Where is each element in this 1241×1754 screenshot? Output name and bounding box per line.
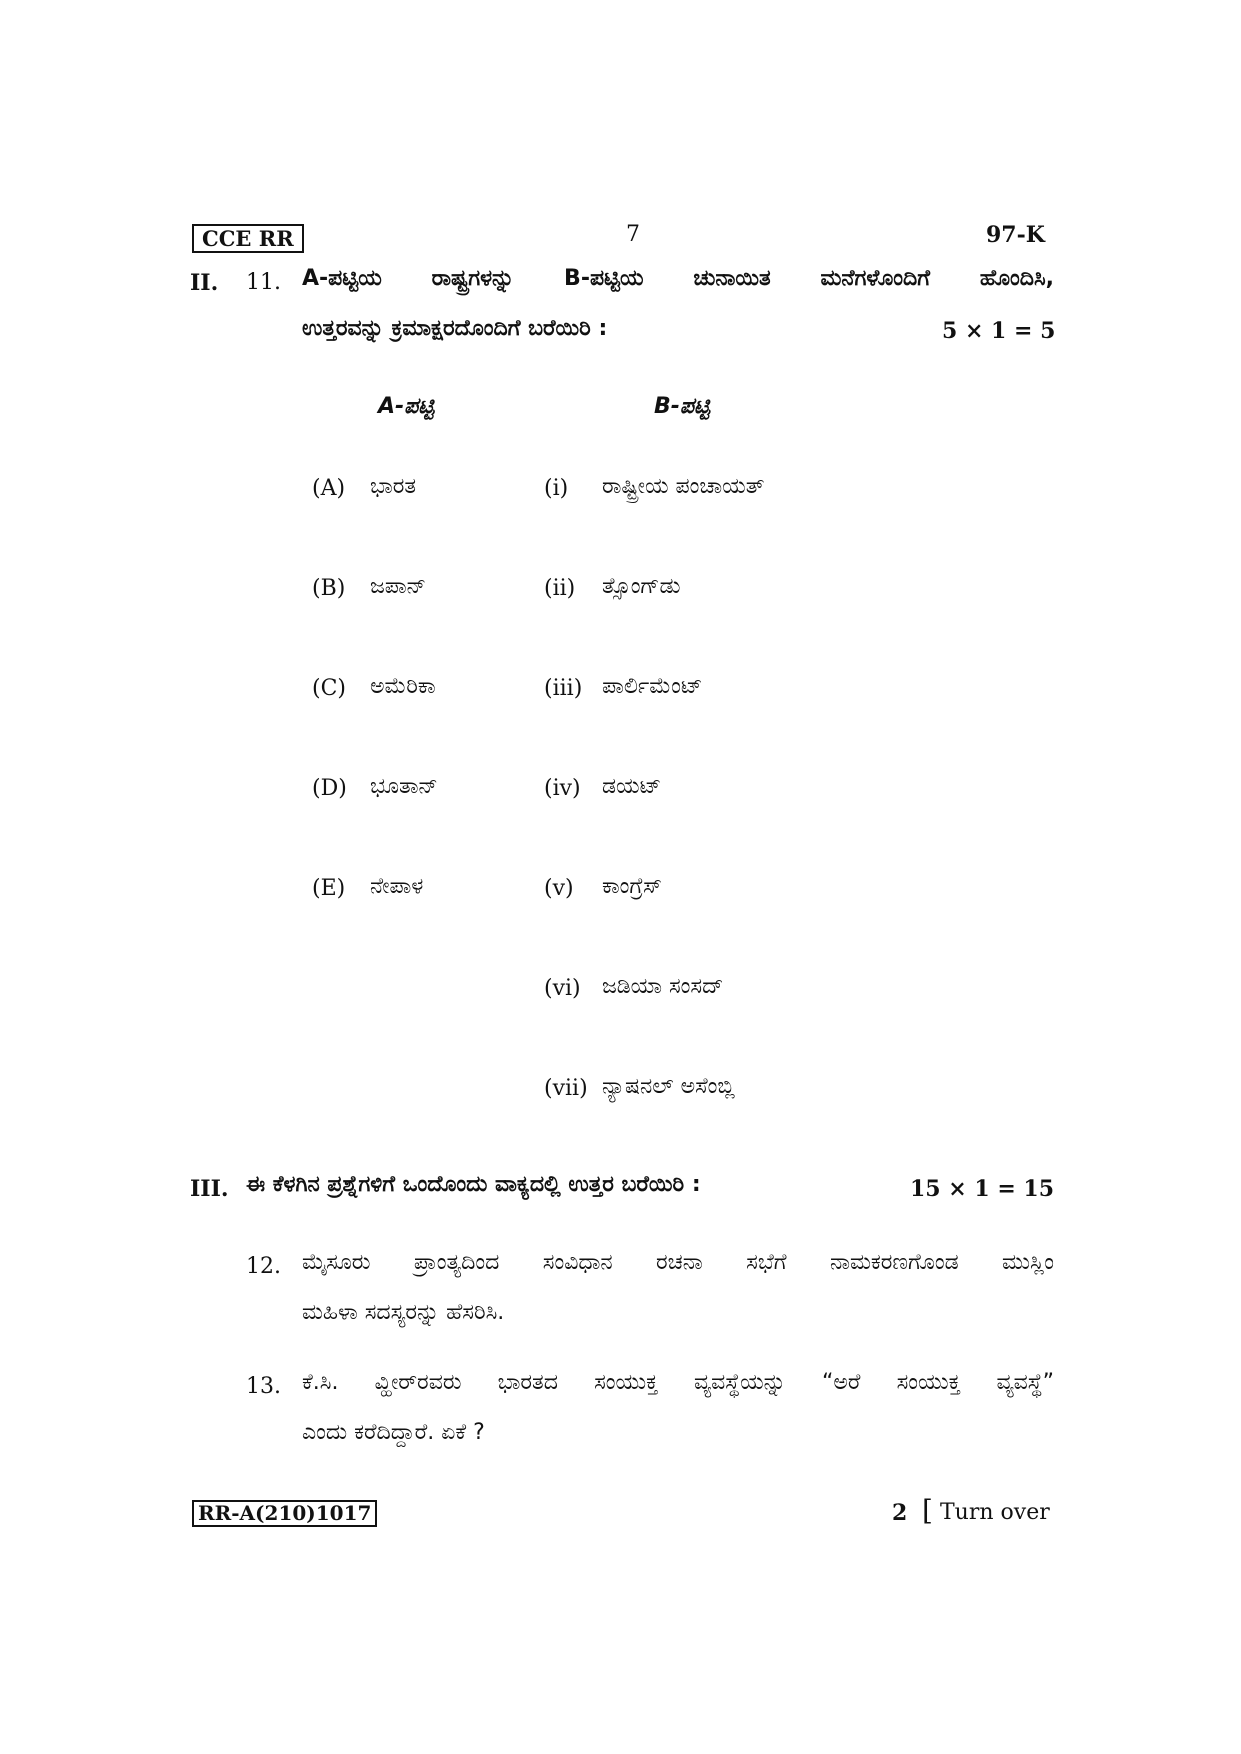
column-b-label: (vii)	[544, 1076, 588, 1101]
question-11-number: 11.	[246, 270, 281, 295]
column-a-item: ಜಪಾನ್	[370, 574, 427, 599]
paper-code-box	[192, 224, 304, 253]
column-b-item: ಪಾರ್ಲಿಮೆಂಟ್	[602, 674, 703, 699]
column-b-label: (v)	[544, 876, 574, 901]
footer-bracket: [	[922, 1494, 933, 1527]
question-12-line1: ಮೈಸೂರು ಪ್ರಾಂತ್ಯದಿಂದ ಸಂವಿಧಾನ ರಚನಾ ಸಭೆಗೆ ನಾಮಕರಣಗೊಂಡ ಮುಸ್ಲಿಂ	[302, 1250, 1054, 1275]
page-number: 7	[626, 222, 640, 247]
question-11-instruction-line1: A-ಪಟ್ಟಿಯ ರಾಷ್ಟ್ರಗಳನ್ನು B-ಪಟ್ಟಿಯ ಚುನಾಯಿತ ಮನೆಗಳೊಂದಿಗೆ ಹೊಂದಿಸಿ,	[302, 266, 1054, 291]
column-a-label: (E)	[312, 876, 346, 901]
section-iii-roman: III.	[190, 1176, 229, 1202]
column-b-item: ಡಯಟ್	[602, 774, 662, 799]
question-12-number: 12.	[246, 1254, 281, 1279]
column-b-heading: B-ಪಟ್ಟಿ	[654, 394, 710, 419]
column-b-item: ರಾಷ್ಟ್ರೀಯ ಪಂಚಾಯತ್	[602, 474, 765, 499]
column-a-item: ನೇಪಾಳ	[370, 874, 424, 899]
section-ii-roman: II.	[190, 270, 219, 296]
question-13-line1: ಕೆ.ಸಿ. ವ್ಹೀರ್‌ರವರು ಭಾರತದ ಸಂಯುಕ್ತ ವ್ಯವಸ್ಥೆಯನ್ನು “ಅರೆ ಸಂಯುಕ್ತ ವ್ಯವಸ್ಥೆ”	[302, 1370, 1054, 1395]
question-13-line2: ಎಂದು ಕರೆದಿದ್ದಾರೆ. ಏಕೆ ?	[302, 1420, 485, 1445]
column-b-label: (iv)	[544, 776, 581, 801]
column-a-item: ಭಾರತ	[370, 474, 417, 499]
column-a-label: (C)	[312, 676, 346, 701]
question-13-number: 13.	[246, 1374, 281, 1399]
column-b-label: (vi)	[544, 976, 581, 1001]
column-b-label: (ii)	[544, 576, 576, 601]
column-a-heading: A-ಪಟ್ಟಿ	[378, 394, 435, 419]
question-11-instruction-line2: ಉತ್ತರವನ್ನು ಕ್ರಮಾಕ್ಷರದೊಂದಿಗೆ ಬರೆಯಿರಿ :	[302, 316, 608, 341]
column-b-item: ಕಾಂಗ್ರೆಸ್	[602, 874, 662, 899]
section-iii-marks: 15 × 1 = 15	[910, 1176, 1055, 1202]
column-a-item: ಭೂತಾನ್	[370, 774, 438, 799]
paper-code: CCE RR	[202, 226, 294, 251]
footer-code-box	[192, 1500, 377, 1527]
question-11-marks: 5 × 1 = 5	[942, 318, 1056, 344]
sheet-number: 2	[892, 1500, 908, 1526]
column-a-label: (A)	[312, 476, 346, 501]
column-a-item: ಅಮೆರಿಕಾ	[370, 674, 436, 699]
column-b-item: ನ್ಯಾಷನಲ್ ಅಸೆಂಬ್ಲಿ	[602, 1074, 735, 1099]
column-b-label: (iii)	[544, 676, 583, 701]
column-a-label: (D)	[312, 776, 347, 801]
column-b-label: (i)	[544, 476, 569, 501]
subject-code: 97-K	[986, 222, 1045, 248]
question-12-line2: ಮಹಿಳಾ ಸದಸ್ಯರನ್ನು ಹೆಸರಿಸಿ.	[302, 1300, 505, 1325]
section-iii-instruction: ಈ ಕೆಳಗಿನ ಪ್ರಶ್ನೆಗಳಿಗೆ ಒಂದೊಂದು ವಾಕ್ಯದಲ್ಲಿ ಉತ್ತರ ಬರೆಯಿರಿ :	[246, 1172, 701, 1197]
column-b-item: ತ್ಸೊಂಗ್‌ಡು	[602, 574, 681, 599]
column-b-item: ಜಡಿಯಾ ಸಂಸದ್	[602, 974, 724, 999]
turn-over-label: Turn over	[940, 1500, 1050, 1525]
column-a-label: (B)	[312, 576, 346, 601]
footer-code: RR-A(210)1017	[198, 1501, 372, 1525]
